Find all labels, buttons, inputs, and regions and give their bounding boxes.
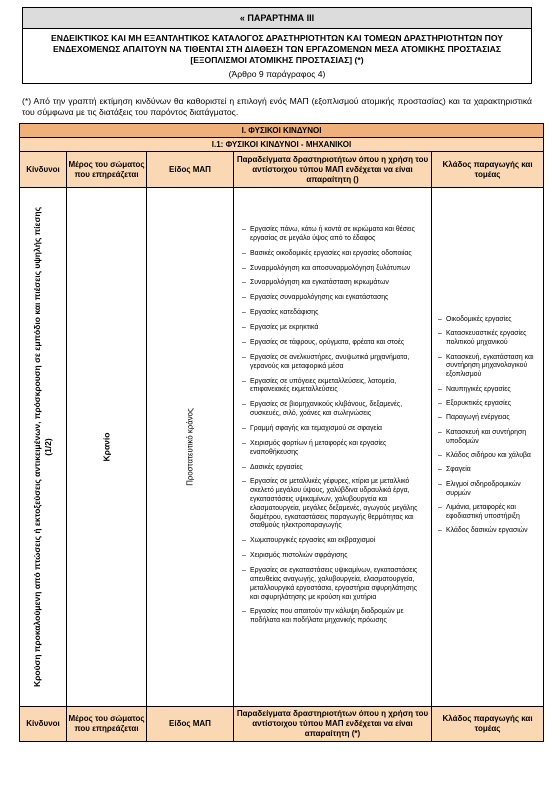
activity-item: – Χειρισμός πιστολιών σφράγισης xyxy=(242,552,425,561)
activity-item: – Εργασίες σε υπόγειες εκμεταλλεύσεις, λατομεία, επιφανειακές εκμεταλλεύσεις xyxy=(242,378,425,396)
activity-item: – Εργασίες σε τάφρους, ορύγματα, φρέατα και στοές xyxy=(242,339,425,348)
col-header-body-part: Μέρος του σώματος που επηρεάζεται xyxy=(67,152,147,188)
activity-item: – Εργασίες σε εγκαταστάσεις υψικαμίνων, εγκαταστάσεις απευθείας αναγωγής, χαλυβουργεία, ελασματουργεία, μεταλλουργικά εργοστάσια, εργαστήρια σφυρηλάτησης και σφυρηλάτησης με κρούση και χυτήρια xyxy=(242,567,425,602)
sector-item: – Παραγωγή ενέργειας xyxy=(438,414,539,423)
subsection-heading: Ι.1: ΦΥΣΙΚΟΙ ΚΙΝΔΥΝΟΙ - ΜΗΧΑΝΙΚΟΙ xyxy=(20,138,544,152)
column-header-row xyxy=(20,152,544,188)
ppe-type-text: Προστατευτικό κράνος xyxy=(185,408,195,486)
annex-header xyxy=(22,7,532,84)
sector-item: – Ναυπηγικές εργασίες xyxy=(438,386,539,395)
sector-item: – Κατασκευή, εγκατάσταση και συντήρηση μηχανολογικού εξοπλισμού xyxy=(438,354,539,380)
activity-item: – Δασικές εργασίες xyxy=(242,464,425,473)
sector-item: – Σφαγεία xyxy=(438,466,539,475)
sector-item: – Κλάδος σιδήρου και χάλυβα xyxy=(438,452,539,461)
footer-col-risk: Κίνδυνοι xyxy=(20,707,67,742)
activity-item: – Εργασίες σε ανελκυστήρες, ανυψωτικά μηχανήματα, γερανούς και μεταφορικά μέσα xyxy=(242,354,425,372)
activity-item: – Εργασίες συναρμολόγησης και εγκατάστασης xyxy=(242,294,425,303)
sectors-cell xyxy=(432,188,544,707)
footer-header-row xyxy=(20,707,544,742)
activities-list xyxy=(234,188,431,626)
annex-subtitle: [ΕΞΟΠΛΙΣΜΟΙ ΑΤΟΜΙΚΗΣ ΠΡΟΣΤΑΣΙΑΣ] (*) xyxy=(190,55,364,65)
activity-item: – Εργασίες σε μεταλλικές γέφυρες, κτίρια με μεταλλικό σκελετό μεγάλου ύψους, χαλύβδινα υδραυλικά έργα, εγκαταστάσεις υψικαμίνων, χαλυβουργεία και ελασματουργεία, μεγάλες δεξαμενές, αγωγούς μεγάλης διαμέτρου, εγκαταστάσεις παραγωγής θερμότητας και σταθμούς ηλεκτροπαραγωγής xyxy=(242,478,425,531)
activity-item: – Συναρμολόγηση και αποσυναρμολόγηση ξυλότυπων xyxy=(242,265,425,274)
body-part-text: Κρανίο xyxy=(101,432,111,462)
table-row xyxy=(20,188,544,707)
activity-item: – Εργασίες που απαιτούν την κάλυψη διαδρομών με ποδήλατα και ποδήλατα μηχανικής πρόωσης xyxy=(242,608,425,626)
footer-col-examples: Παραδείγματα δραστηριοτήτων όπου η χρήση του αντίστοιχου τύπου ΜΑΠ ενδέχεται να είναι απαραίτητη (*) xyxy=(234,707,432,742)
activities-cell xyxy=(234,188,432,707)
activity-item: – Εργασίες κατεδάφισης xyxy=(242,309,425,318)
sector-item: – Ελιγμοί σιδηροδρομικών συρμών xyxy=(438,481,539,499)
sector-item: – Κατασκευαστικές εργασίες πολιτικού μηχανικού xyxy=(438,330,539,348)
activity-item: – Εργασίες σε βιομηχανικούς κλιβάνους, δεξαμενές, συσκευές, σιλό, χοάνες και σωληνώσεις xyxy=(242,401,425,419)
col-header-ppe-type: Είδος ΜΑΠ xyxy=(147,152,234,188)
footnote: (*) Από την γραπτή εκτίμηση κινδύνων θα καθοριστεί η επιλογή ενός ΜΑΠ (εξοπλισμού ατομικής προστασίας) και τα χαρακτηριστικά του σύμφωνα με τις διατάξεις του παρόντος διατάγματος. xyxy=(22,96,532,117)
footer-col-ppe-type: Είδος ΜΑΠ xyxy=(147,707,234,742)
col-header-sectors: Κλάδος παραγωγής και τομέας xyxy=(432,152,544,188)
section-heading: Ι. ΦΥΣΙΚΟΙ ΚΙΝΔΥΝΟΙ xyxy=(20,124,544,138)
article-reference: (Άρθρο 9 παράγραφος 4) xyxy=(228,69,326,79)
sector-item: – Οικοδομικές εργασίες xyxy=(438,316,539,325)
activity-item: – Γραμμή σφαγής και τεμαχισμού σε σφαγεία xyxy=(242,425,425,434)
footer-col-body-part: Μέρος του σώματος που επηρεάζεται xyxy=(67,707,147,742)
body-part-cell xyxy=(67,188,147,707)
annex-label: « ΠΑΡΑΡΤΗΜΑ III xyxy=(23,8,531,29)
activity-item: – Εργασίες πάνω, κάτω ή κοντά σε ικριώματα και θέσεις εργασίας σε μεγάλο ύψος από το έδαφος xyxy=(242,226,425,244)
ppe-table xyxy=(19,123,544,742)
sector-item: – Εξορυκτικές εργασίες xyxy=(438,400,539,409)
annex-title-block xyxy=(23,29,531,83)
col-header-risk: Κίνδυνοι xyxy=(20,152,67,188)
annex-title-line-1: ΕΝΔΕΙΚΤΙΚΟΣ ΚΑΙ ΜΗ ΕΞΑΝΤΛΗΤΙΚΟΣ ΚΑΤΑΛΟΓΟΣ ΔΡΑΣΤΗΡΙΟΤΗΤΩΝ ΚΑΙ ΤΟΜΕΩΝ ΔΡΑΣΤΗΡΙΟΤΗΤΩΝ ΠΟΥ xyxy=(51,33,503,43)
risk-cell xyxy=(20,188,67,707)
activity-item: – Χωματουργικές εργασίες και εκβραχισμοί xyxy=(242,537,425,546)
risk-description: Κρούση προκαλούμενη από πτώσεις ή εκτοξεύσεις αντικειμένων, πρόσκρουση σε εμπόδιο και πιέσεις υψηλής πίεσης xyxy=(32,207,42,687)
footer-col-sectors: Κλάδος παραγωγής και τομέας xyxy=(432,707,544,742)
activity-item: – Συναρμολόγηση και εγκατάσταση ικριωμάτων xyxy=(242,279,425,288)
risk-part-label: (1/2) xyxy=(43,438,53,456)
sectors-list xyxy=(432,188,543,536)
sector-item: – Λιμάνια, μεταφορές και εφοδιαστική υποστήριξη xyxy=(438,504,539,522)
activity-item: – Εργασίες με εκρηκτικά xyxy=(242,324,425,333)
activity-item: – Χειρισμός φορτίων ή μεταφορές και εργασίες εναποθήκευσης xyxy=(242,440,425,458)
col-header-examples: Παραδείγματα δραστηριοτήτων όπου η χρήση του αντίστοιχου τύπου ΜΑΠ ενδέχεται να είναι απαραίτητη () xyxy=(234,152,432,188)
ppe-type-cell xyxy=(147,188,234,707)
risk-text xyxy=(32,207,54,687)
sector-item: – Κατασκευή και συντήρηση υποδομών xyxy=(438,429,539,447)
sector-item: – Κλάδος δασικών εργασιών xyxy=(438,527,539,536)
activity-item: – Βασικές οικοδομικές εργασίες και εργασίες οδοποιίας xyxy=(242,250,425,259)
annex-title-line-2: ΕΝΔΕΧΟΜΕΝΩΣ ΑΠΑΙΤΟΥΝ ΝΑ ΤΙΘΕΝΤΑΙ ΣΤΗ ΔΙΑΘΕΣΗ ΤΩΝ ΕΡΓΑΖΟΜΕΝΩΝ ΜΕΣΑ ΑΤΟΜΙΚΗΣ ΠΡΟΣΤΑΣΙΑΣ xyxy=(53,44,501,54)
